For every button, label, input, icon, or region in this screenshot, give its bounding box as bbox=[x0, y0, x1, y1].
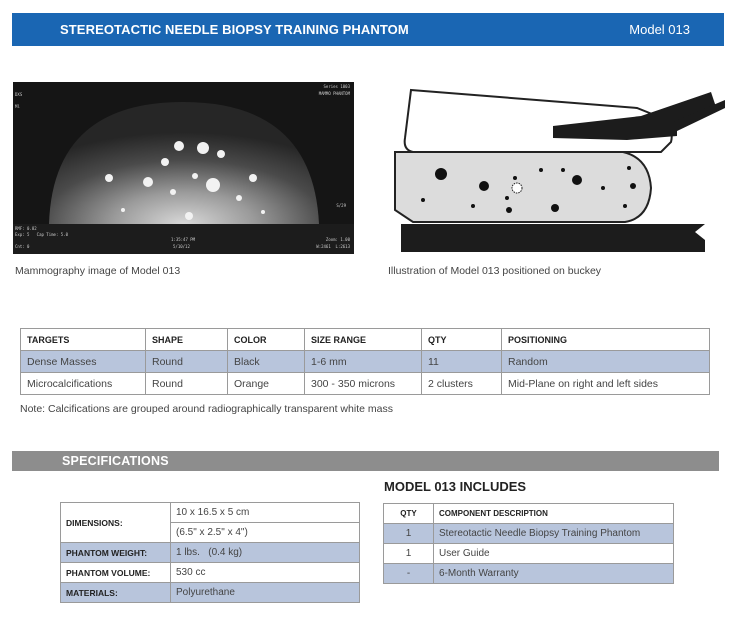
table-row bbox=[384, 564, 674, 584]
dimensions-imperial: (6.5" x 2.5" x 4") bbox=[171, 523, 360, 543]
header-positioning: POSITIONING bbox=[502, 329, 710, 351]
mammo-study: MAMMO PHANTOM bbox=[318, 91, 350, 96]
buckey-drawing bbox=[387, 82, 727, 254]
cell-size-range: 1-6 mm bbox=[305, 351, 422, 373]
cell-size-range: 300 - 350 microns bbox=[305, 373, 422, 395]
mammo-caption: Mammography image of Model 013 bbox=[15, 265, 181, 277]
mammo-window-level: W:2461 L:2613 bbox=[316, 244, 350, 249]
cell-positioning: Mid-Plane on right and left sides bbox=[502, 373, 710, 395]
table-row bbox=[21, 373, 710, 395]
includes-header-row bbox=[384, 504, 674, 524]
header-qty: QTY bbox=[422, 329, 502, 351]
dimensions-metric: 10 x 16.5 x 5 cm bbox=[171, 503, 360, 523]
spec-row-weight bbox=[61, 543, 360, 563]
targets-table bbox=[20, 328, 710, 395]
cell-qty: 11 bbox=[422, 351, 502, 373]
mammo-series: Series 1003 bbox=[323, 84, 350, 89]
cell-qty: 1 bbox=[384, 544, 434, 564]
cell-color: Black bbox=[228, 351, 305, 373]
calcification-note: Note: Calcifications are grouped around radiographically transparent white mass bbox=[20, 403, 393, 415]
materials-value: Polyurethane bbox=[171, 583, 360, 603]
mammo-zoom: Zoom: 1.00 bbox=[325, 237, 350, 242]
mammo-exposure: Exp: 5 Cap Time: 5.0 bbox=[15, 232, 68, 237]
header-color: COLOR bbox=[228, 329, 305, 351]
mammo-rmf: RMF: 0.82 bbox=[15, 226, 37, 231]
mammography-image bbox=[13, 82, 354, 254]
table-row bbox=[384, 544, 674, 564]
mammo-label-1: DXS bbox=[15, 92, 23, 97]
specifications-table bbox=[60, 502, 360, 603]
table-row bbox=[384, 524, 674, 544]
cell-qty: 2 clusters bbox=[422, 373, 502, 395]
cell-description: User Guide bbox=[434, 544, 674, 564]
cell-target: Dense Masses bbox=[21, 351, 146, 373]
mammography-picture bbox=[13, 82, 354, 254]
cell-shape: Round bbox=[146, 351, 228, 373]
mammo-mid-right: S/29 bbox=[336, 203, 346, 208]
includes-table bbox=[383, 503, 674, 584]
targets-header-row bbox=[21, 329, 710, 351]
volume-label: PHANTOM VOLUME: bbox=[61, 563, 171, 583]
table-row bbox=[21, 351, 710, 373]
spec-row-dimensions bbox=[61, 503, 360, 523]
cell-description: Stereotactic Needle Biopsy Training Phantom bbox=[434, 524, 674, 544]
buckey-illustration bbox=[387, 82, 727, 254]
header-size-range: SIZE RANGE bbox=[305, 329, 422, 351]
header-qty: QTY bbox=[384, 504, 434, 524]
title-banner bbox=[12, 13, 724, 46]
cell-qty: 1 bbox=[384, 524, 434, 544]
cell-color: Orange bbox=[228, 373, 305, 395]
materials-label: MATERIALS: bbox=[61, 583, 171, 603]
mammo-count: Cnt: 0 bbox=[15, 244, 30, 249]
cell-target: Microcalcifications bbox=[21, 373, 146, 395]
volume-value: 530 cc bbox=[171, 563, 360, 583]
specifications-banner bbox=[12, 451, 719, 471]
mammo-date: 5/10/12 bbox=[173, 244, 190, 249]
illustration-caption: Illustration of Model 013 positioned on buckey bbox=[388, 265, 602, 277]
weight-value: 1 lbs. (0.4 kg) bbox=[171, 543, 360, 563]
header-targets: TARGETS bbox=[21, 329, 146, 351]
specifications-title: SPECIFICATIONS bbox=[62, 454, 169, 468]
cell-qty: - bbox=[384, 564, 434, 584]
weight-label: PHANTOM WEIGHT: bbox=[61, 543, 171, 563]
cell-shape: Round bbox=[146, 373, 228, 395]
mammo-label-2: Ml bbox=[15, 104, 20, 109]
page-title: STEREOTACTIC NEEDLE BIOPSY TRAINING PHANTOM bbox=[60, 22, 409, 37]
cell-description: 6-Month Warranty bbox=[434, 564, 674, 584]
model-label: Model 013 bbox=[629, 22, 690, 37]
includes-title: MODEL 013 INCLUDES bbox=[384, 479, 527, 494]
dimensions-label: DIMENSIONS: bbox=[61, 503, 171, 543]
spec-row-volume bbox=[61, 563, 360, 583]
header-component-description: COMPONENT DESCRIPTION bbox=[434, 504, 674, 524]
header-shape: SHAPE bbox=[146, 329, 228, 351]
cell-positioning: Random bbox=[502, 351, 710, 373]
spec-row-materials bbox=[61, 583, 360, 603]
mammo-time: 1:35:47 PM bbox=[171, 237, 196, 242]
